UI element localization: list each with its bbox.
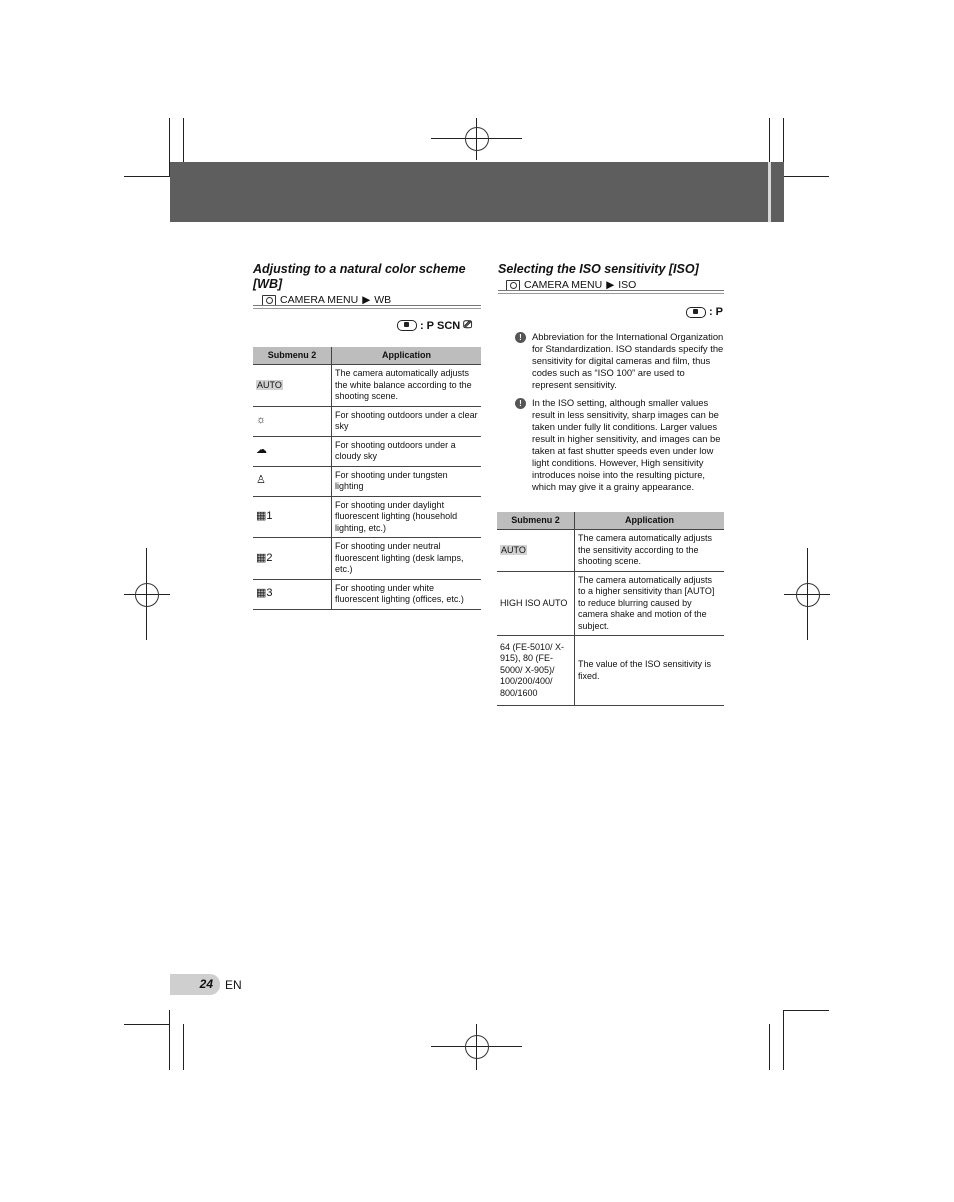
table-row [497, 530, 724, 572]
iso-menu-rule-2 [498, 293, 724, 294]
note-text: Abbreviation for the International Organization for Standardization. ISO standards specify the sensitivity for digital cameras and film, thus codes such as “ISO 100” are used to represent sensitivity. [532, 331, 724, 390]
header-bar [170, 162, 784, 222]
table-cell: For shooting under white fluorescent lighting (offices, etc.) [332, 579, 482, 609]
iso-menu-rule [498, 290, 724, 291]
table-row [497, 636, 724, 706]
table-cell: The camera automatically adjusts the white balance according to the shooting scene. [332, 365, 482, 407]
wb-menu-rule [253, 305, 481, 306]
table-row [253, 538, 481, 580]
note-item [515, 397, 725, 493]
menu-path-item: ISO [618, 279, 637, 291]
camera-mode-icon [397, 320, 417, 331]
mode-separator: : [420, 319, 424, 332]
note-text: In the ISO setting, although smaller values result in less sensitivity, sharp images can be taken under fully lit conditions. Larger values result in higher sensitivity, and images can be taken at fast shutter speeds even under low light conditions. However, High sensitivity introduces noise into the resulting picture, which may give it a grainy appearance. [532, 397, 721, 492]
table-cell: For shooting outdoors under a cloudy sky [332, 436, 482, 466]
wb-header-application: Application [332, 347, 482, 365]
table-row [253, 436, 481, 466]
table-cell: The value of the ISO sensitivity is fixed. [575, 636, 725, 706]
camera-mode-icon [686, 307, 706, 318]
wb-mode-row [397, 319, 472, 332]
tungsten-icon: ♙ [256, 474, 266, 487]
caution-icon: ! [515, 332, 526, 343]
table-cell: For shooting outdoors under a clear sky [332, 406, 482, 436]
note-item [515, 331, 725, 391]
page-language: EN [225, 978, 242, 992]
table-cell: The camera automatically adjusts to a higher sensitivity than [AUTO] to reduce blurring caused by camera shake and motion of the subject. [575, 571, 725, 636]
iso-section-title: Selecting the ISO sensitivity [ISO] [498, 262, 699, 276]
menu-path-menu: CAMERA MENU [280, 294, 359, 306]
menu-path-menu: CAMERA MENU [524, 279, 603, 291]
arrow-right-icon: ▶ [606, 279, 615, 291]
cloudy-icon: ☁ [256, 444, 267, 457]
movie-icon: ⎚ [463, 319, 473, 331]
table-row [253, 406, 481, 436]
iso-mode-row [686, 306, 723, 318]
mode-scn: SCN [437, 319, 461, 332]
iso-header-application: Application [575, 512, 725, 530]
table-cell: 64 (FE-5010/ X-915), 80 (FE-5000/ X-905)/ 100/200/400/ 800/1600 [497, 636, 575, 706]
menu-path-item: WB [374, 294, 392, 306]
table-cell: HIGH ISO AUTO [497, 571, 575, 636]
arrow-right-icon: ▶ [362, 294, 371, 306]
mode-p: P [426, 319, 435, 332]
fluorescent-3-icon: ▦3 [256, 587, 273, 600]
table-cell: For shooting under neutral fluorescent lighting (desk lamps, etc.) [332, 538, 482, 580]
wb-header-submenu: Submenu 2 [253, 347, 332, 365]
wb-table [253, 347, 481, 610]
table-row [253, 365, 481, 407]
sunny-icon: ☼ [256, 414, 267, 427]
table-row [253, 579, 481, 609]
table-row [253, 496, 481, 538]
iso-auto-chip: AUTO [501, 544, 526, 555]
table-row [253, 466, 481, 496]
wb-auto-chip: AUTO [257, 379, 282, 390]
mode-separator: : [709, 306, 713, 318]
fluorescent-1-icon: ▦1 [256, 510, 273, 522]
wb-menu-rule-2 [253, 308, 481, 309]
iso-header-submenu: Submenu 2 [497, 512, 575, 530]
table-row [497, 571, 724, 636]
iso-notes [515, 331, 725, 499]
table-cell: The camera automatically adjusts the sensitivity according to the shooting scene. [575, 530, 725, 572]
table-cell: For shooting under tungsten lighting [332, 466, 482, 496]
caution-icon: ! [515, 398, 526, 409]
fluorescent-2-icon: ▦2 [256, 551, 273, 564]
page-number: 24 [170, 974, 220, 995]
mode-p: P [715, 306, 724, 318]
wb-section-title: Adjusting to a natural color scheme [WB] [253, 262, 466, 291]
iso-table [497, 512, 724, 706]
table-cell: For shooting under daylight fluorescent lighting (household lighting, etc.) [332, 496, 482, 538]
